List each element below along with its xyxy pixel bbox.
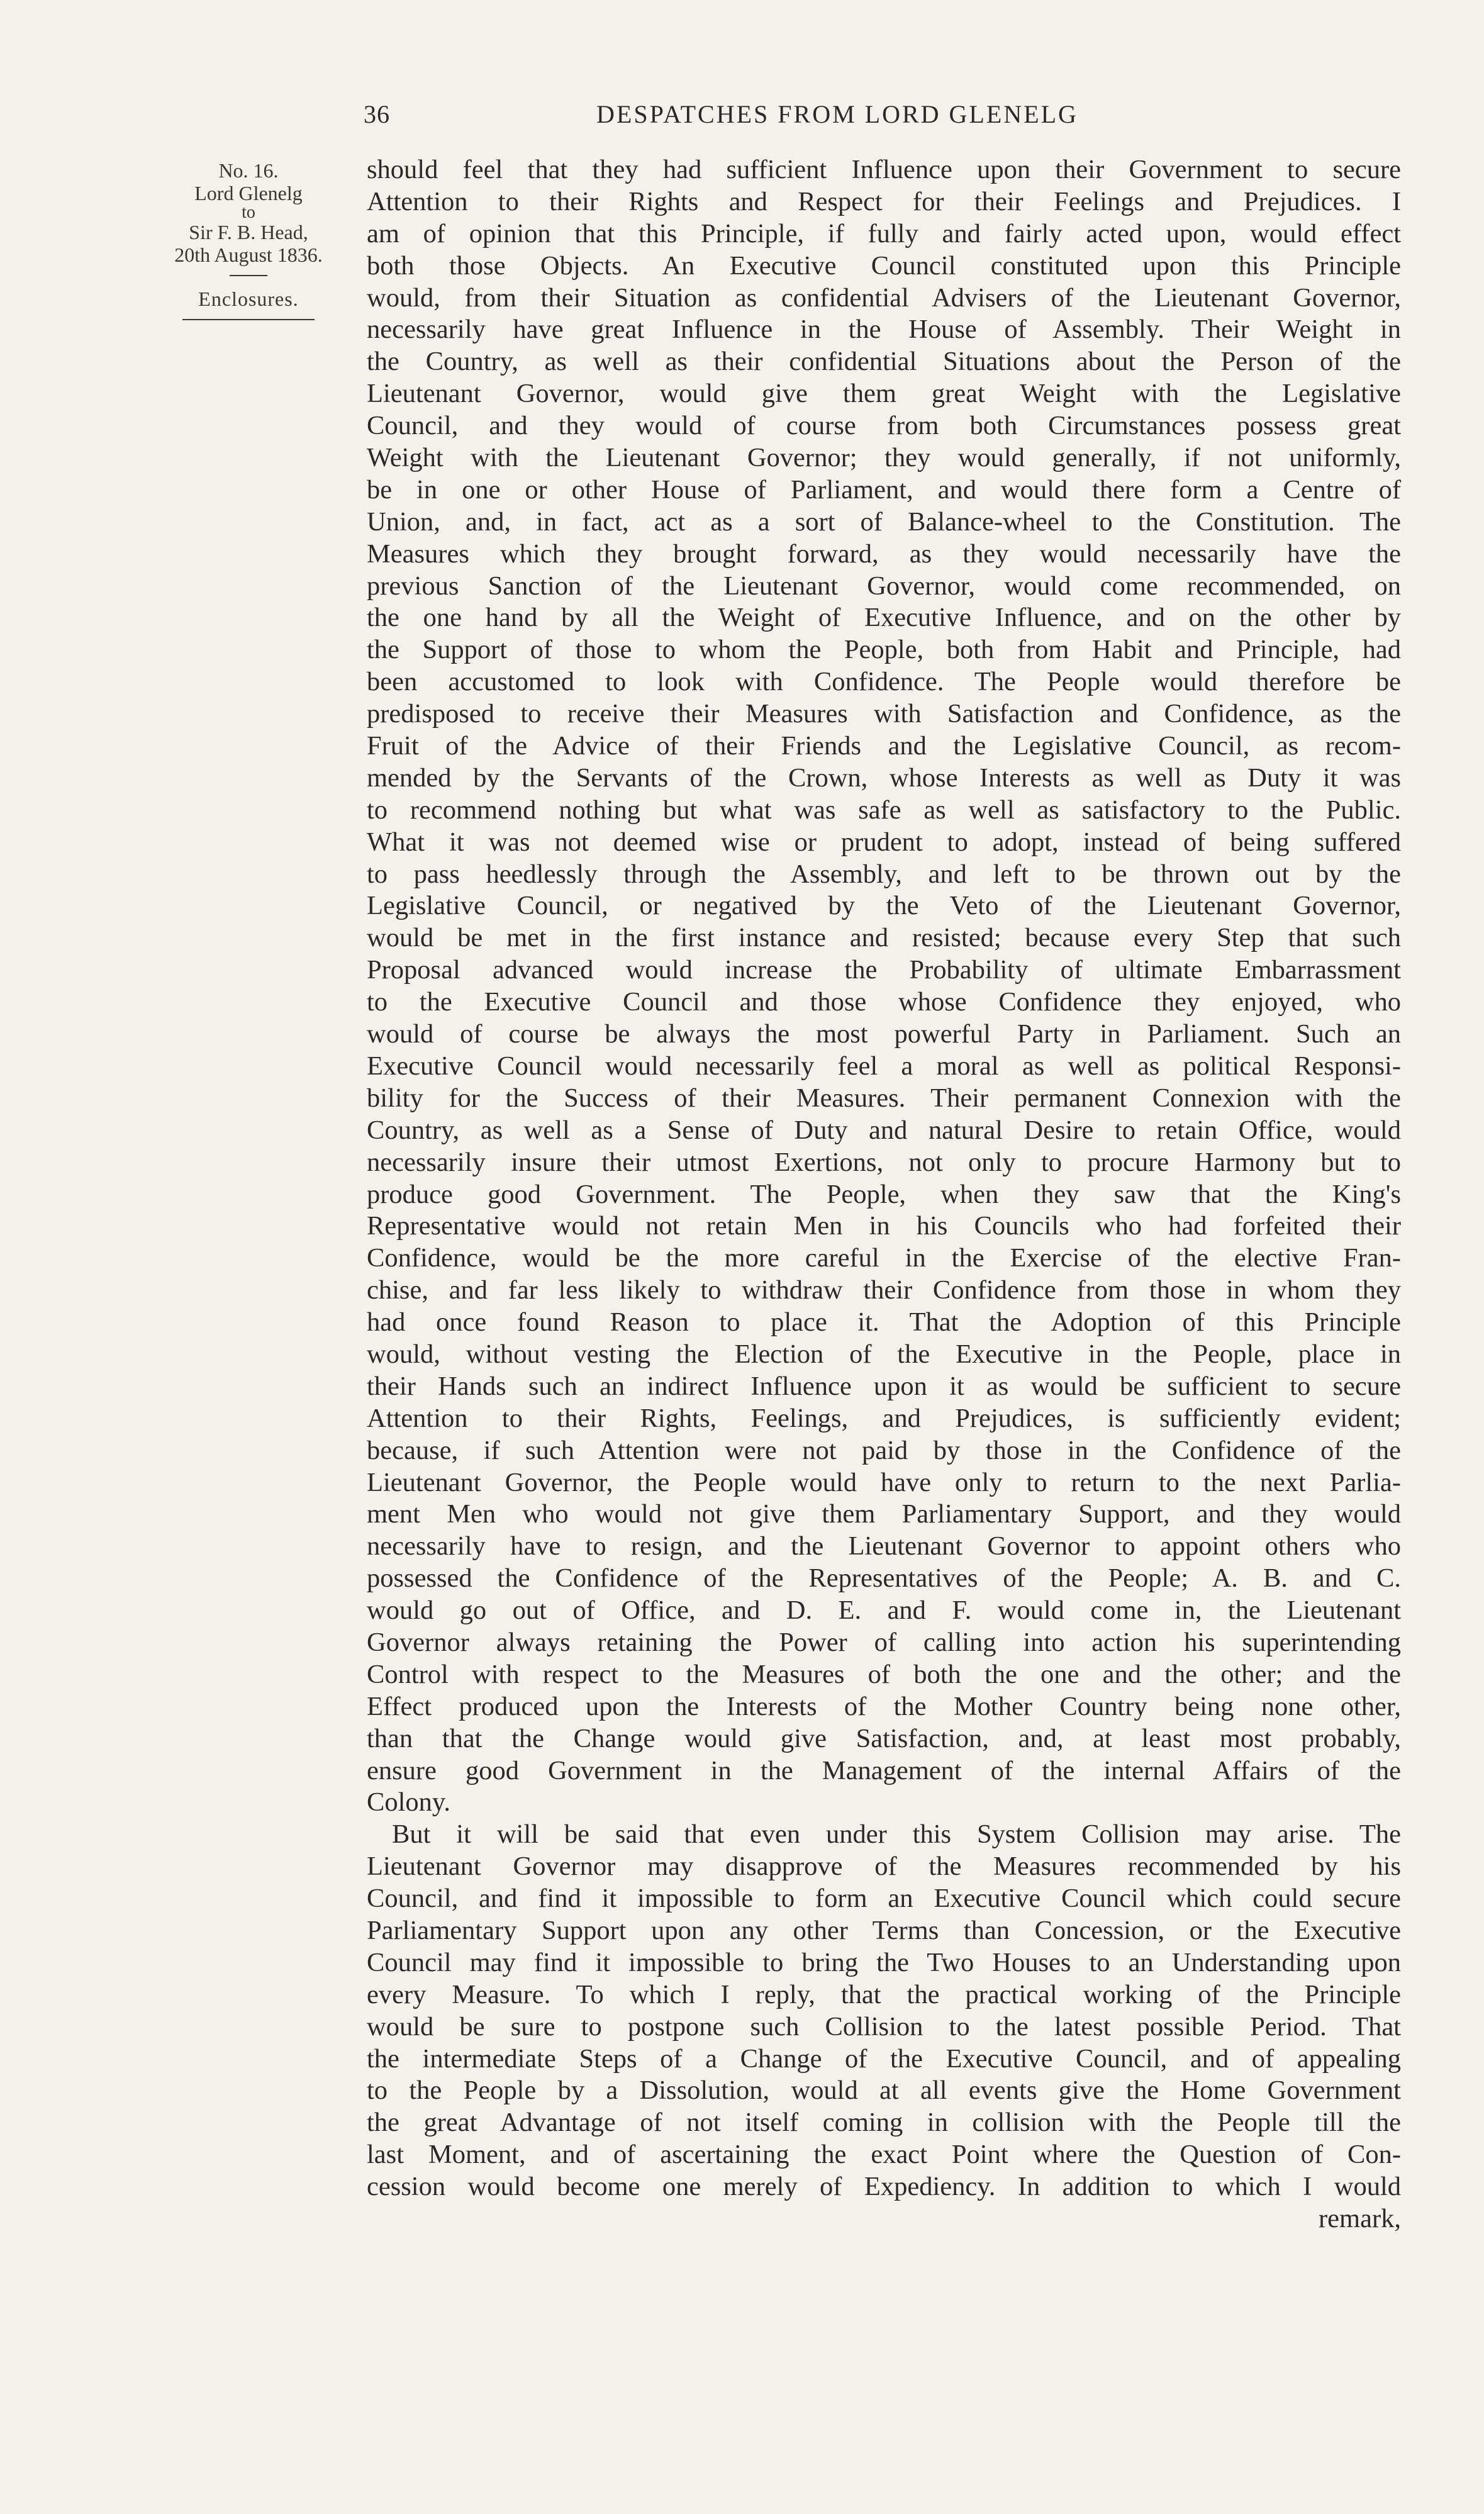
text-line: both those Objects. An Executive Council constituted upon this Principle — [367, 250, 1401, 281]
text-line: Lieutenant Governor, would give them great Weight with the Legislative — [367, 379, 1401, 409]
text-line: Parliamentary Support upon any other Terms than Concession, or the Executive — [367, 1915, 1401, 1945]
text-line: Council, and find it impossible to form an Executive Council which could secure — [367, 1884, 1401, 1914]
text-line: would go out of Office, and D. E. and F. would come in, the Lieutenant — [367, 1595, 1401, 1626]
text-line: should feel that they had sufficient Influence upon their Government to secure — [367, 155, 1401, 184]
text-line: to the People by a Dissolution, would at all events give the Home Government — [367, 2075, 1401, 2106]
despatch-sender: Lord Glenelg — [194, 182, 303, 204]
text-line: chise, and far less likely to withdraw their Confidence from those in whom they — [367, 1275, 1401, 1305]
text-line: What it was not deemed wise or prudent to adopt, instead of being suffered — [367, 827, 1401, 857]
despatch-number: No. 16. — [218, 159, 279, 182]
text-line: Proposal advanced would increase the Probability of ultimate Embarrassment — [367, 955, 1401, 985]
text-line: Control with respect to the Measures of both the one and the other; and the — [367, 1659, 1401, 1689]
text-line: the one hand by all the Weight of Executive Influence, and on the other by — [367, 603, 1401, 633]
margin-note — [157, 159, 340, 320]
text-line: had once found Reason to place it. That the Adoption of this Principle — [367, 1307, 1401, 1338]
text-line: produce good Government. The People, when they saw that the King's — [367, 1179, 1401, 1209]
text-line: Attention to their Rights and Respect for their Feelings and Prejudices. I — [367, 186, 1401, 216]
text-line: Attention to their Rights, Feelings, and Prejudices, is sufficiently evident; — [367, 1403, 1401, 1433]
enclosures-label: Enclosures. — [198, 288, 299, 310]
text-line: predisposed to receive their Measures with Satisfaction and Confidence, as the — [367, 699, 1401, 729]
text-line: Country, as well as a Sense of Duty and natural Desire to retain Office, would — [367, 1115, 1401, 1145]
text-line: ment Men who would not give them Parliamentary Support, and they would — [367, 1499, 1401, 1529]
text-line: ensure good Government in the Management of the internal Affairs of the — [367, 1755, 1401, 1785]
margin-divider — [230, 275, 267, 276]
text-line: Legislative Council, or negatived by the Veto of the Lieutenant Governor, — [367, 891, 1401, 921]
text-line: the Support of those to whom the People, both from Habit and Principle, had — [367, 635, 1401, 665]
text-line: their Hands such an indirect Influence upon it as would be sufficient to secure — [367, 1371, 1401, 1401]
text-line: every Measure. To which I reply, that the practical working of the Principle — [367, 1979, 1401, 2009]
text-line: cession would become one merely of Expediency. In addition to which I would — [367, 2172, 1401, 2202]
margin-divider-long — [182, 319, 315, 320]
text-line: Union, and, in fact, act as a sort of Balance-wheel to the Constitution. The — [367, 506, 1401, 537]
body-text — [367, 154, 1401, 2235]
text-line: to recommend nothing but what was safe as well as satisfactory to the Public. — [367, 795, 1401, 825]
text-line: Measures which they brought forward, as they would necessarily have the — [367, 539, 1401, 569]
text-line: last Moment, and of ascertaining the exact Point where the Question of Con- — [367, 2140, 1401, 2170]
text-line: necessarily have great Influence in the House of Assembly. Their Weight in — [367, 315, 1401, 345]
text-line: than that the Change would give Satisfaction, and, at least most probably, — [367, 1723, 1401, 1753]
text-line: Governor always retaining the Power of calling into action his superintending — [367, 1627, 1401, 1657]
text-line: because, if such Attention were not paid by those in the Confidence of the — [367, 1435, 1401, 1465]
text-line: Council may find it impossible to bring the Two Houses to an Understanding upon — [367, 1947, 1401, 1977]
text-line: would of course be always the most powerful Party in Parliament. Such an — [367, 1019, 1401, 1049]
text-line: would be met in the first instance and resisted; because every Step that such — [367, 923, 1401, 953]
page-number: 36 — [364, 100, 390, 128]
text-line: Representative would not retain Men in his Councils who had forfeited their — [367, 1211, 1401, 1241]
text-line: to the Executive Council and those whose Confidence they enjoyed, who — [367, 987, 1401, 1017]
text-line: bility for the Success of their Measures. Their permanent Connexion with the — [367, 1083, 1401, 1113]
text-line: Colony. — [367, 1787, 451, 1818]
text-line: am of opinion that this Principle, if fully and fairly acted upon, would effect — [367, 218, 1401, 249]
text-line: Fruit of the Advice of their Friends and the Legislative Council, as recom- — [367, 731, 1401, 761]
text-line: the Country, as well as their confidential Situations about the Person of the — [367, 347, 1401, 377]
text-line: necessarily insure their utmost Exertions, not only to procure Harmony but to — [367, 1147, 1401, 1177]
text-line: possessed the Confidence of the Representatives of the People; A. B. and C. — [367, 1563, 1401, 1594]
despatch-recipient: Sir F. B. Head, — [189, 221, 308, 243]
text-line: been accustomed to look with Confidence. The People would therefore be — [367, 667, 1401, 697]
catchword: remark, — [1319, 2204, 1401, 2233]
text-line: the great Advantage of not itself coming in collision with the People till the — [367, 2108, 1401, 2138]
text-line: Weight with the Lieutenant Governor; they would generally, if not uniformly, — [367, 443, 1401, 473]
text-line: Effect produced upon the Interests of the Mother Country being none other, — [367, 1691, 1401, 1721]
text-line: necessarily have to resign, and the Lieutenant Governor to appoint others who — [367, 1531, 1401, 1561]
despatch-to: to — [242, 203, 255, 222]
text-line: Executive Council would necessarily feel a moral as well as political Responsi- — [367, 1051, 1401, 1081]
text-line: to pass heedlessly through the Assembly, and left to be thrown out by the — [367, 859, 1401, 889]
text-line: But it will be said that even under this System Collision may arise. The — [392, 1819, 1401, 1850]
running-head: DESPATCHES FROM LORD GLENELG — [596, 100, 1078, 128]
text-line: Lieutenant Governor, the People would have only to return to the next Parlia- — [367, 1467, 1401, 1497]
text-line: be in one or other House of Parliament, and would there form a Centre of — [367, 474, 1401, 505]
text-line: Confidence, would be the more careful in the Exercise of the elective Fran- — [367, 1243, 1401, 1273]
text-line: would, without vesting the Election of the Executive in the People, place in — [367, 1339, 1401, 1369]
text-line: would be sure to postpone such Collision to the latest possible Period. That — [367, 2011, 1401, 2042]
despatch-date: 20th August 1836. — [174, 243, 323, 266]
text-line: would, from their Situation as confidential Advisers of the Lieutenant Governor, — [367, 282, 1401, 313]
text-line: mended by the Servants of the Crown, whose Interests as well as Duty it was — [367, 763, 1401, 793]
text-line: the intermediate Steps of a Change of the Executive Council, and of appealing — [367, 2043, 1401, 2074]
text-line: Lieutenant Governor may disapprove of the Measures recommended by his — [367, 1852, 1401, 1882]
text-line: previous Sanction of the Lieutenant Governor, would come recommended, on — [367, 571, 1401, 601]
text-line: Council, and they would of course from both Circumstances possess great — [367, 411, 1401, 441]
